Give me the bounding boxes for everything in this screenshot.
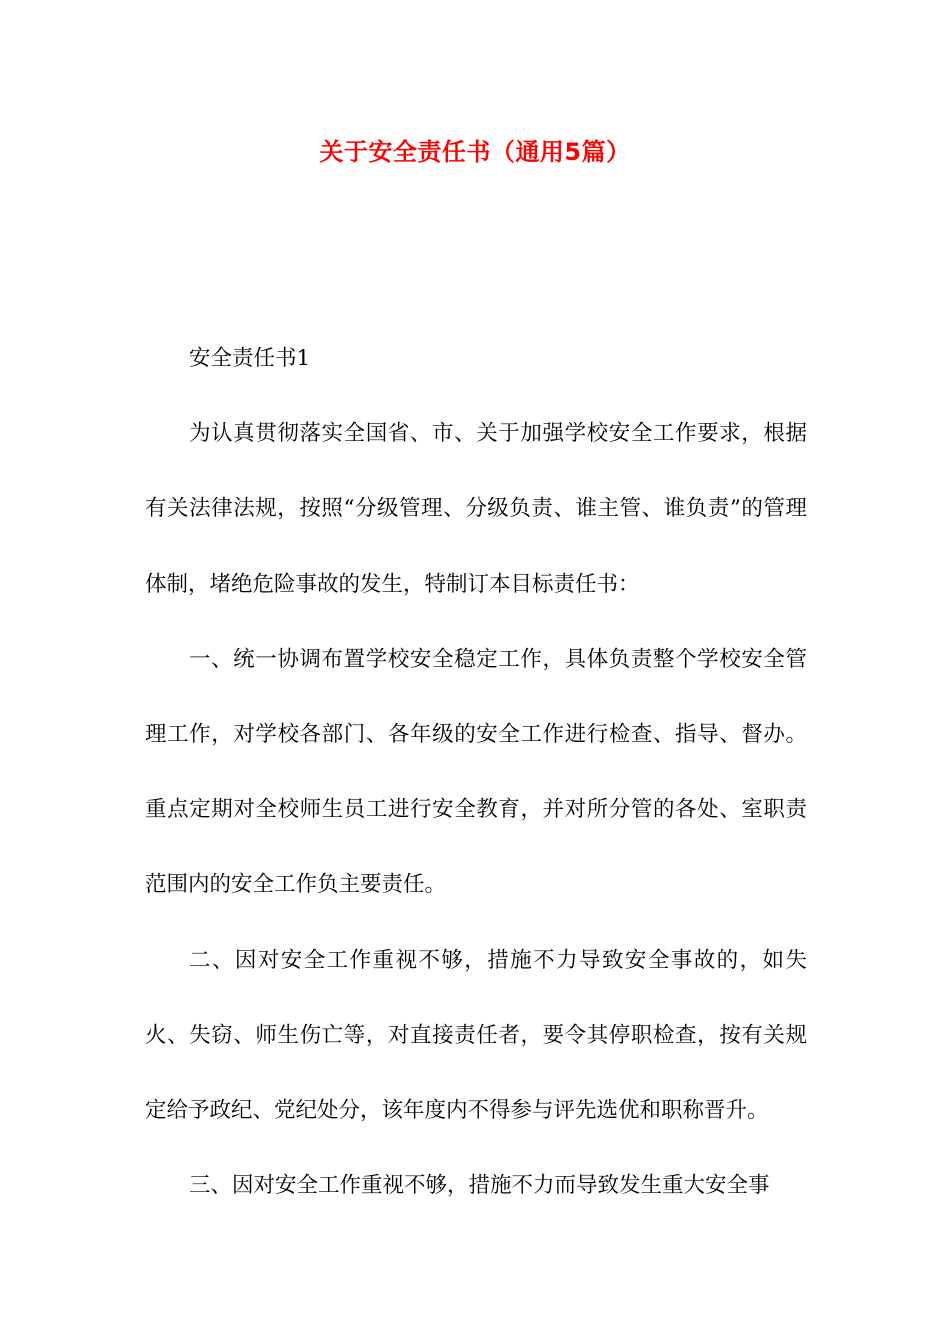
- paragraph-intro: 为认真贯彻落实全国省、市、关于加强学校安全工作要求，根据有关法律法规，按照“分级管理、分级负责、谁主管、谁负责”的管理体制，堵绝危险事故的发生，特制订本目标责任书：: [145, 421, 807, 597]
- paragraph-item-2: 二、因对安全工作重视不够，措施不力导致安全事故的，如失火、失窃、师生伤亡等，对直接责任者，要令其停职检查，按有关规定给予政纪、党纪处分，该年度内不得参与评先选优和职称晋升。: [145, 947, 807, 1124]
- document-body: [145, 321, 807, 1223]
- paragraph-item-3: 三、因对安全工作重视不够，措施不力而导致发生重大安全事: [189, 1173, 770, 1199]
- section-heading: 安全责任书1: [189, 346, 311, 371]
- document-title: 关于安全责任书（通用5篇）: [319, 138, 631, 166]
- paragraph-item-1: 一、统一协调布置学校安全稳定工作，具体负责整个学校安全管理工作，对学校各部门、各年级的安全工作进行检查、指导、督办。重点定期对全校师生员工进行安全教育，并对所分管的各处、室职责范围内的安全工作负主要责任。: [145, 646, 807, 898]
